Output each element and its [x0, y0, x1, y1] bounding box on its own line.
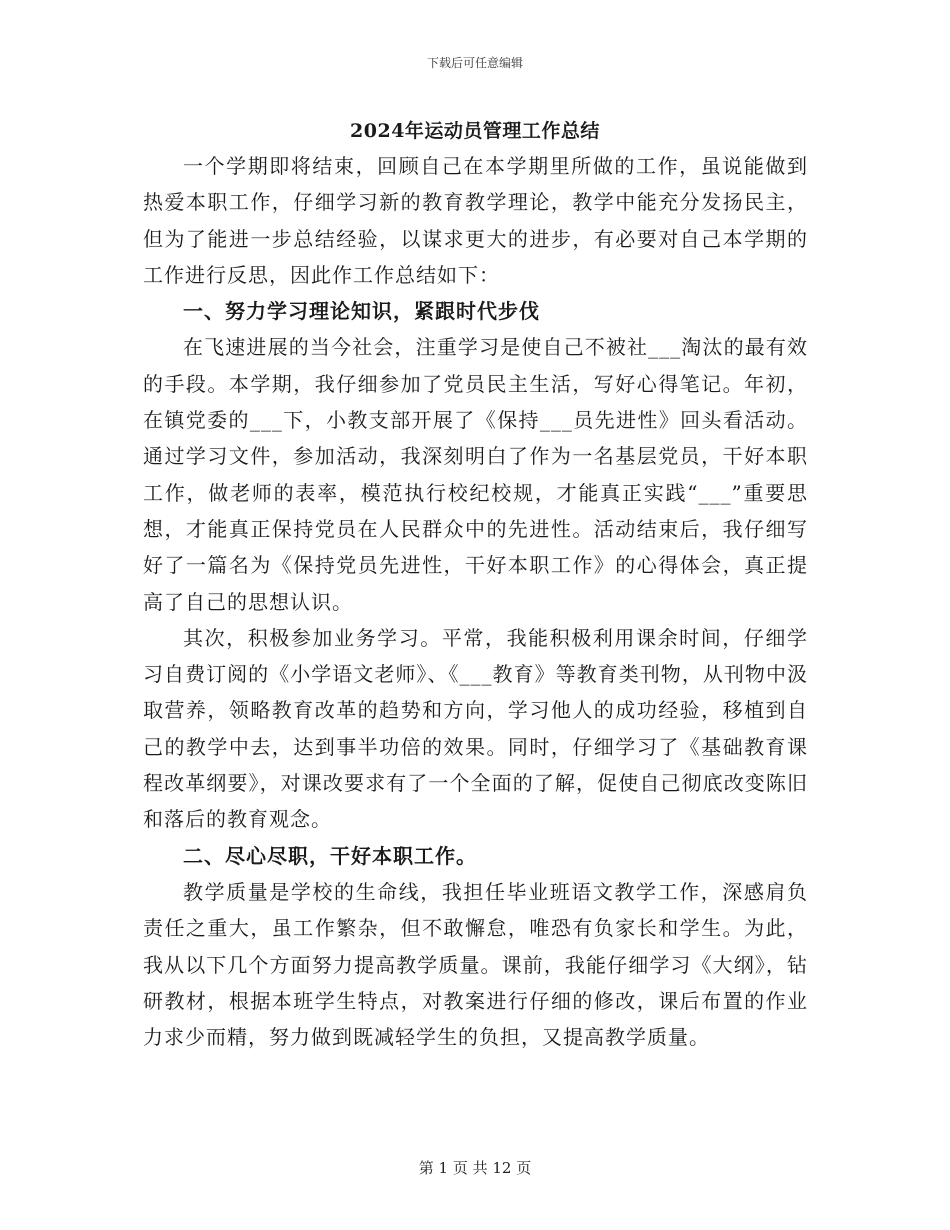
section-heading-2: 二、尽心尽职，干好本职工作。: [183, 843, 477, 868]
section-heading-1: 一、努力学习理论知识，紧跟时代步伐: [183, 299, 540, 324]
paragraph-study: 在飞速进展的当今社会，注重学习是使自己不被社___淘汰的最有效的手段。本学期，我仔细参加了党员民主生活，写好心得笔记。年初，在镇党委的___下，小教支部开展了《保持___员先进性》回头看活动。通过学习文件，参加活动，我深刻明白了作为一名基层党员，干好本职工作，做老师的表率，模范执行校纪校规，才能真正实践“___”重要思想，才能真正保持党员在人民群众中的先进性。活动结束后，我仔细写好了一篇名为《保持党员先进性，干好本职工作》的心得体会，真正提高了自己的思想认识。: [143, 335, 808, 614]
document-body: [143, 148, 808, 1055]
document-title: 2024年运动员管理工作总结: [350, 120, 600, 142]
page-number-footer: 第 1 页 共 12 页: [418, 1159, 532, 1177]
header-note: 下载后可任意编辑: [426, 56, 523, 70]
paragraph-business-study: 其次，积极参加业务学习。平常，我能积极利用课余时间，仔细学习自费订阅的《小学语文老师》、《___教育》等教育类刊物，从刊物中汲取营养，领略教育改革的趋势和方向，学习他人的成功经验，移植到自己的教学中去，达到事半功倍的效果。同时，仔细学习了《基础教育课程改革纲要》，对课改要求有了一个全面的了解，促使自己彻底改变陈旧和落后的教育观念。: [143, 625, 808, 832]
paragraph-teaching-quality: 教学质量是学校的生命线，我担任毕业班语文教学工作，深感肩负责任之重大，虽工作繁杂，但不敢懈怠，唯恐有负家长和学生。为此，我从以下几个方面努力提高教学质量。课前，我能仔细学习《大纲》，钻研教材，根据本班学生特点，对教案进行仔细的修改，课后布置的作业力求少而精，努力做到既减轻学生的负担，又提高教学质量。: [143, 879, 808, 1050]
paragraph-intro: 一个学期即将结束，回顾自己在本学期里所做的工作，虽说能做到热爱本职工作，仔细学习新的教育教学理论，教学中能充分发扬民主，但为了能进一步总结经验，以谋求更大的进步，有必要对自己本学期的工作进行反思，因此作工作总结如下：: [143, 154, 808, 287]
